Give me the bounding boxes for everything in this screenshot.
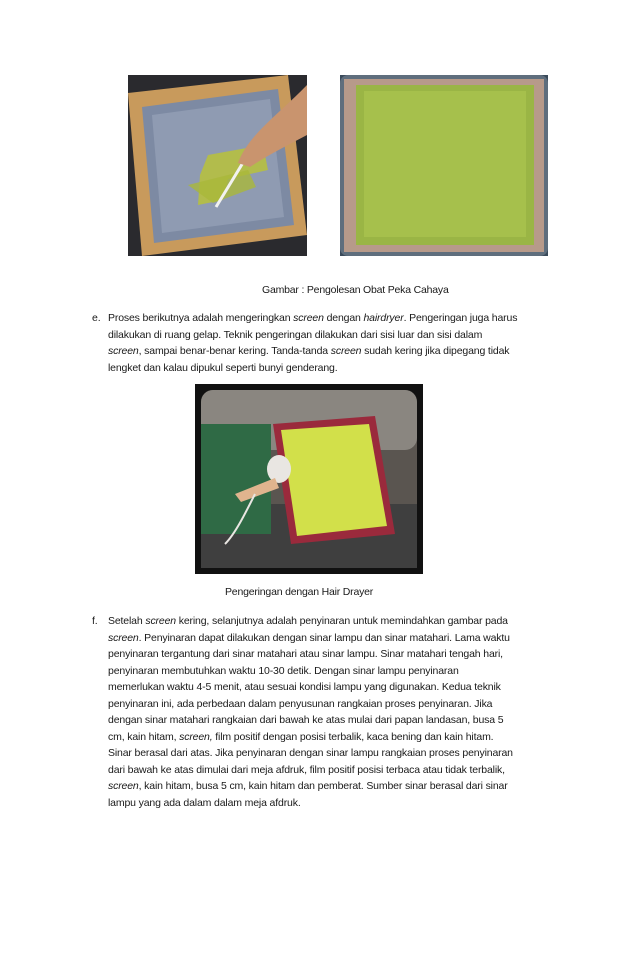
text-line (108, 310, 572, 327)
text-line (108, 712, 572, 729)
list-item-e (92, 310, 572, 376)
italic-term: hairdryer (363, 312, 404, 324)
photo-applying-emulsion (128, 75, 307, 256)
figure-caption-2: Pengeringan dengan Hair Drayer (225, 586, 374, 598)
text-line (108, 729, 572, 746)
italic-term: screen (330, 345, 362, 357)
text-run: dari bawah ke atas dimulai dari meja afdruk, film positif posisi terbaca atau tidak terbalik, (108, 763, 505, 776)
photo-hair-dryer (195, 384, 423, 574)
figure-caption-1: Gambar : Pengolesan Obat Peka Cahaya (262, 284, 449, 296)
text-run: penyinaran ini, ada perbedaan dalam penyusunan rangkaian proses penyinaran. Jika (108, 697, 493, 710)
text-run: dilakukan di ruang gelap. Teknik pengeringan dilakukan dari sisi luar dan sisi dalam (108, 328, 483, 341)
photo-coated-screen (340, 75, 548, 256)
text-run: Proses berikutnya adalah mengeringkan (108, 312, 294, 324)
text-line (108, 778, 572, 795)
text-run: lampu yang ada dalam dalam meja afdruk. (108, 796, 301, 809)
text-run: film positif dengan posisi terbalik, kaca bening dan kain hitam. (212, 730, 494, 743)
text-run: , sampai benar-benar kering. Tanda-tanda (138, 345, 331, 357)
text-line (108, 360, 572, 377)
text-line (108, 630, 572, 647)
text-line (108, 613, 572, 630)
text-run: . Penyinaran dapat dilakukan dengan sinar lampu dan sinar matahari. Lama waktu (138, 631, 510, 644)
text-run: memerlukan waktu 4-5 menit, atau sesuai kondisi lampu yang digunakan. Kedua teknik (108, 681, 501, 693)
text-line (108, 745, 572, 762)
text-line (108, 795, 572, 812)
text-line (108, 679, 572, 696)
list-item-f (92, 613, 572, 811)
text-line (108, 762, 572, 779)
text-line (108, 663, 572, 680)
paragraph-e (108, 310, 572, 376)
text-run: , kain hitam, busa 5 cm, kain hitam dan pemberat. Sumber sinar berasal dari sinar (138, 780, 508, 792)
text-line (108, 343, 572, 360)
text-run: cm, kain hitam, (108, 730, 180, 743)
text-run: dengan (323, 312, 364, 324)
text-run: penyinaran membutuhkan waktu 10-30 detik. Dengan sinar lampu penyinaran (108, 664, 459, 677)
text-run: kering, selanjutnya adalah penyinaran untuk memindahkan gambar pada (175, 615, 508, 627)
italic-term: screen (293, 312, 324, 324)
italic-term: screen (108, 345, 139, 357)
paragraph-f (108, 613, 572, 811)
list-marker: f. (92, 615, 98, 627)
text-run: dengan sinar matahari rangkaian dari bawah ke atas mulai dari papan landasan, busa 5 (108, 714, 504, 726)
text-run: Setelah (108, 615, 146, 627)
italic-term: screen (108, 631, 139, 644)
italic-term: screen, (179, 730, 213, 743)
italic-term: screen (145, 615, 176, 627)
list-marker: e. (92, 312, 101, 324)
text-line (108, 327, 572, 344)
text-run: . Pengeringan juga harus (403, 312, 518, 324)
text-run: Sinar berasal dari atas. Jika penyinaran dengan sinar lampu rangkaian proses penyinaran (108, 747, 513, 759)
text-run: sudah kering jika dipegang tidak (361, 345, 510, 357)
text-line (108, 696, 572, 713)
italic-term: screen (108, 780, 139, 792)
text-line (108, 646, 572, 663)
text-run: lengket dan kalau dipukul seperti bunyi genderang. (108, 361, 338, 374)
text-run: penyinaran tergantung dari sinar matahari atau sinar lampu. Sinar matahari tengah hari, (108, 648, 503, 660)
